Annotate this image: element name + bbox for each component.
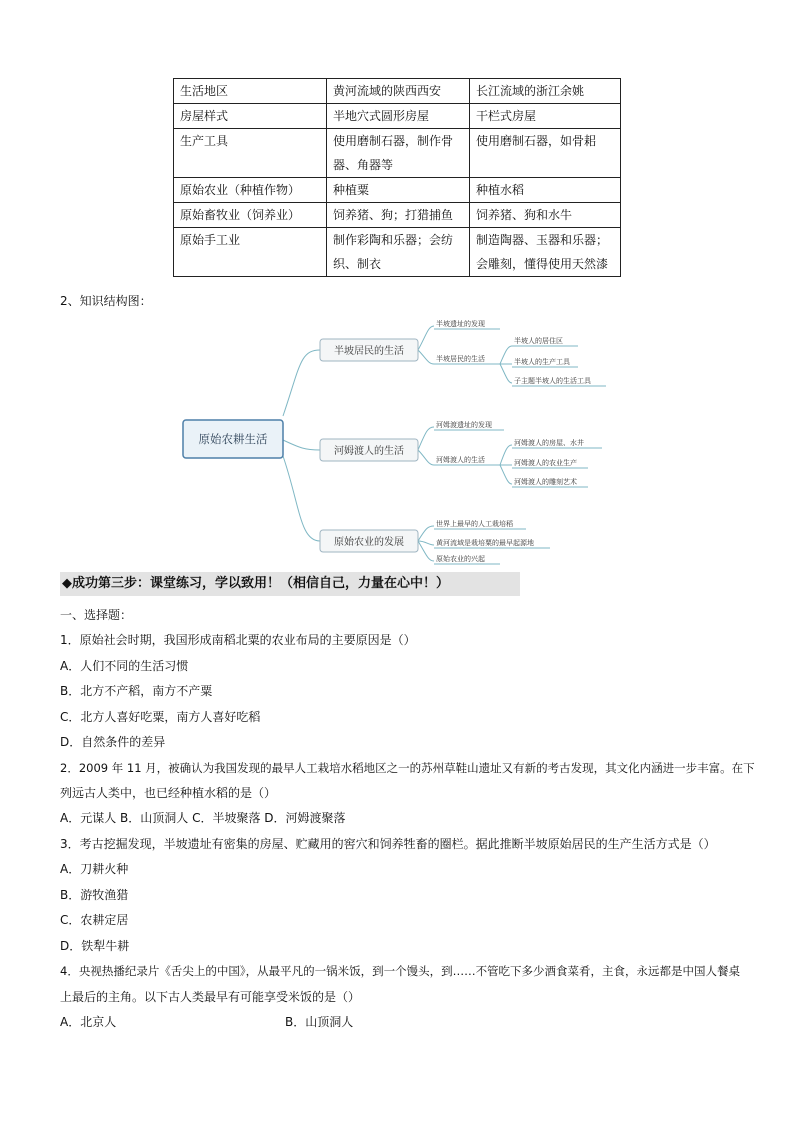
table-cell: 使用磨制石器，如骨耜 bbox=[470, 129, 621, 178]
q1-option-d: D．自然条件的差异 bbox=[60, 735, 166, 749]
q3-option-b: B．游牧渔猎 bbox=[60, 888, 129, 902]
q4-option-b: B．山顶洞人 bbox=[285, 1015, 354, 1029]
question-4-line2: 上最后的主角。以下古人类最早有可能享受米饭的是（） bbox=[60, 990, 361, 1004]
table-cell: 制造陶器、玉器和乐器；会雕刻，懂得使用天然漆 bbox=[470, 228, 621, 277]
mindmap-b1-sub3: 子主题半坡人的生活工具 bbox=[514, 377, 591, 385]
mindmap-b1-sub1: 半坡人的居住区 bbox=[514, 337, 563, 345]
mindmap-b2-child2: 河姆渡人的生活 bbox=[436, 456, 485, 464]
mindmap-b1-sub2: 半坡人的生产工具 bbox=[514, 358, 570, 366]
table-cell: 种植粟 bbox=[327, 178, 470, 203]
table-cell: 原始畜牧业（饲养业） bbox=[174, 203, 327, 228]
mindmap-b2-sub1: 河姆渡人的房屋、水井 bbox=[514, 439, 584, 447]
mindmap-branch1: 半坡居民的生活 bbox=[334, 346, 404, 357]
table-cell: 干栏式房屋 bbox=[470, 104, 621, 129]
question-2-line1: 2．2009 年 11 月，被确认为我国发现的最早人工栽培水稻地区之一的苏州草鞋山遗址又有新的考古发现，其文化内涵进一步丰富。在下 bbox=[60, 761, 755, 775]
mindmap-b3-item2: 黄河流域是栽培粟的最早起源地 bbox=[436, 539, 534, 547]
mindmap-branch3: 原始农业的发展 bbox=[334, 537, 404, 548]
table-row bbox=[174, 129, 621, 178]
mindmap-root: 原始农耕生活 bbox=[198, 432, 268, 446]
question-2-line2: 列远古人类中，也已经种植水稻的是（） bbox=[60, 786, 277, 800]
table-cell: 饲养猪、狗；打猎捕鱼 bbox=[327, 203, 470, 228]
table-cell: 饲养猪、狗和水牛 bbox=[470, 203, 621, 228]
mindmap-b2-sub3: 河姆渡人的雕刻艺术 bbox=[514, 478, 577, 486]
table-cell: 生活地区 bbox=[174, 79, 327, 104]
mindmap-b1-child2: 半坡居民的生活 bbox=[436, 355, 485, 363]
knowledge-mindmap bbox=[170, 306, 620, 568]
table-row bbox=[174, 178, 621, 203]
table-cell: 房屋样式 bbox=[174, 104, 327, 129]
mindmap-b2-sub2: 河姆渡人的农业生产 bbox=[514, 459, 577, 467]
table-cell: 制作彩陶和乐器；会纺织、制衣 bbox=[327, 228, 470, 277]
table-row bbox=[174, 203, 621, 228]
table-row bbox=[174, 228, 621, 277]
table-cell: 生产工具 bbox=[174, 129, 327, 178]
q3-option-c: C．农耕定居 bbox=[60, 913, 129, 927]
table-cell: 种植水稻 bbox=[470, 178, 621, 203]
q1-option-b: B．北方不产稻，南方不产粟 bbox=[60, 684, 213, 698]
table-cell: 原始手工业 bbox=[174, 228, 327, 277]
section2-title: 2、知识结构图： bbox=[60, 294, 152, 308]
q2-options: A．元谋人 B．山顶洞人 C．半坡聚落 D．河姆渡聚落 bbox=[60, 811, 346, 825]
table-cell: 黄河流域的陕西西安 bbox=[327, 79, 470, 104]
q4-option-a: A．北京人 bbox=[60, 1015, 117, 1029]
table-cell: 使用磨制石器，制作骨器、角器等 bbox=[327, 129, 470, 178]
mindmap-b1-child1: 半坡遗址的发现 bbox=[436, 320, 485, 328]
question-3: 3．考古挖掘发现，半坡遗址有密集的房屋、贮藏用的窖穴和饲养牲畜的圈栏。据此推断半坡原始居民的生产生活方式是（） bbox=[60, 837, 716, 851]
question-4-line1: 4．央视热播纪录片《舌尖上的中国》，从最平凡的一锅米饭，到一个馒头，到……不管吃下多少酒食菜肴，主食，永远都是中国人餐桌 bbox=[60, 964, 741, 978]
comparison-table bbox=[173, 78, 621, 277]
step3-heading: ◆成功第三步：课堂练习，学以致用！（相信自己，力量在心中！） bbox=[60, 572, 520, 596]
q3-option-d: D．铁犁牛耕 bbox=[60, 939, 130, 953]
mindmap-branch2: 河姆渡人的生活 bbox=[334, 446, 404, 457]
mindmap-b3-item3: 原始农业的兴起 bbox=[436, 555, 485, 563]
table-cell: 半地穴式圆形房屋 bbox=[327, 104, 470, 129]
table-row bbox=[174, 79, 621, 104]
table-cell: 长江流域的浙江余姚 bbox=[470, 79, 621, 104]
table-cell: 原始农业（种植作物） bbox=[174, 178, 327, 203]
q3-option-a: A．刀耕火种 bbox=[60, 862, 129, 876]
mindmap-b3-item1: 世界上最早的人工栽培稻 bbox=[436, 520, 513, 528]
section-choice-title: 一、选择题： bbox=[60, 608, 133, 622]
table-row bbox=[174, 104, 621, 129]
question-1: 1．原始社会时期，我国形成南稻北粟的农业布局的主要原因是（） bbox=[60, 633, 416, 647]
mindmap-b2-child1: 河姆渡遗址的发现 bbox=[436, 421, 492, 429]
q1-option-a: A．人们不同的生活习惯 bbox=[60, 659, 189, 673]
q1-option-c: C．北方人喜好吃粟，南方人喜好吃稻 bbox=[60, 710, 261, 724]
